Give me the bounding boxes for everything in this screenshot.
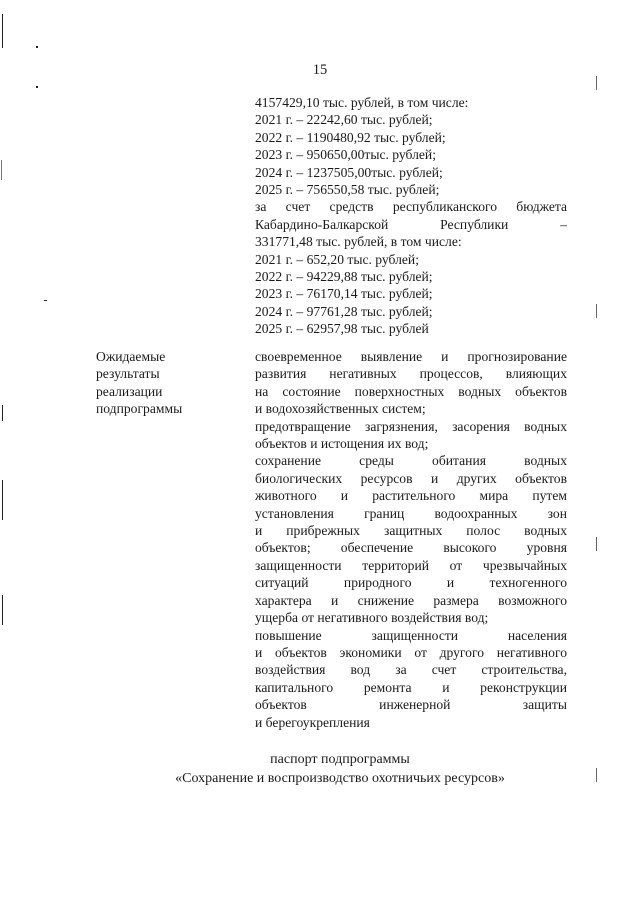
results-label-lines — [96, 348, 246, 418]
result-line: объектов и истощения их вод; — [255, 436, 429, 452]
result-line: установления границ водоохранных зон — [255, 505, 567, 521]
scan-mark — [36, 86, 38, 88]
funding-line: 2023 г. – 76170,14 тыс. рублей; — [255, 286, 433, 302]
dash: – — [560, 216, 567, 232]
funding-line: 2024 г. – 1237505,00тыс. рублей; — [255, 164, 443, 180]
result-line: и прибрежных защитных полос водных — [255, 523, 567, 539]
results-label — [96, 348, 246, 418]
scan-mark — [1, 160, 2, 180]
funding-line: 2023 г. – 950650,00тыс. рублей; — [255, 147, 436, 163]
funding-line: 2024 г. – 97761,28 тыс. рублей; — [255, 303, 433, 319]
label-line: подпрограммы — [96, 401, 183, 417]
result-line: развития негативных процессов, влияющих — [255, 366, 567, 382]
result-line: биологических ресурсов и других объектов — [255, 470, 567, 486]
expected-results-text — [255, 348, 567, 731]
region-word: Республики — [440, 216, 509, 232]
result-line: предотвращение загрязнения, засорения водных — [255, 418, 567, 434]
result-lines — [255, 348, 567, 731]
scan-mark — [2, 595, 3, 625]
region-name: Кабардино-Балкарской — [255, 216, 389, 232]
result-line: защищенности территорий от чрезвычайных — [255, 557, 567, 573]
regional-budget-lines — [255, 233, 567, 337]
result-line: своевременное выявление и прогнозирование — [255, 349, 567, 364]
regional-budget-region — [255, 216, 567, 233]
page-number: 15 — [312, 62, 328, 78]
scan-mark — [36, 46, 38, 48]
funding-lines — [255, 94, 567, 198]
funding-line: 2022 г. – 94229,88 тыс. рублей; — [255, 269, 433, 285]
regional-budget-intro: за счет средств республиканского бюджета — [255, 199, 567, 215]
result-line: характера и снижение размера возможного — [255, 592, 567, 608]
result-line: воздействия вод за счет строительства, — [255, 662, 567, 678]
funding-line: 2021 г. – 652,20 тыс. рублей; — [255, 251, 419, 267]
label-line: Ожидаемые — [96, 349, 166, 364]
result-line: животного и растительного мира путем — [255, 488, 567, 504]
result-line: на состояние поверхностных водных объектов — [255, 383, 567, 399]
label-line: результаты — [96, 366, 160, 382]
result-line: объектов; обеспечение высокого уровня — [255, 540, 567, 556]
scan-mark — [2, 405, 3, 421]
scan-mark — [2, 14, 3, 48]
result-line: и водохозяйственных систем; — [255, 401, 426, 417]
result-line: и берегоукрепления — [255, 714, 370, 730]
result-line: капитального ремонта и реконструкции — [255, 679, 567, 695]
subprogram-name: «Сохранение и воспроизводство охотничьих ресурсов» — [175, 771, 505, 786]
label-line: реализации — [96, 383, 163, 399]
result-line: ущерба от негативного воздействия вод; — [255, 610, 489, 626]
result-line: сохранение среды обитания водных — [255, 453, 567, 469]
funding-line: 2021 г. – 22242,60 тыс. рублей; — [255, 112, 433, 128]
passport-title — [0, 750, 640, 769]
result-line: ситуаций природного и техногенного — [255, 575, 567, 591]
scan-mark — [596, 537, 597, 551]
scan-mark — [596, 304, 597, 318]
scan-mark — [44, 300, 47, 301]
result-line: повышение защищенности населения — [255, 627, 567, 643]
subprogram-title — [0, 769, 640, 788]
scan-mark — [2, 480, 3, 520]
funding-line: 2022 г. – 1190480,92 тыс. рублей; — [255, 129, 446, 145]
result-line: и объектов экономики от другого негативного — [255, 644, 567, 660]
funding-section — [255, 94, 567, 338]
result-line: объектов инженерной защиты — [255, 697, 567, 713]
funding-line: 2025 г. – 62957,98 тыс. рублей — [255, 321, 429, 337]
passport-heading: паспорт подпрограммы — [270, 752, 410, 767]
funding-line: 4157429,10 тыс. рублей, в том числе: — [255, 95, 469, 110]
funding-line: 2025 г. – 756550,58 тыс. рублей; — [255, 182, 440, 198]
funding-line: 331771,48 тыс. рублей, в том числе: — [255, 234, 462, 250]
